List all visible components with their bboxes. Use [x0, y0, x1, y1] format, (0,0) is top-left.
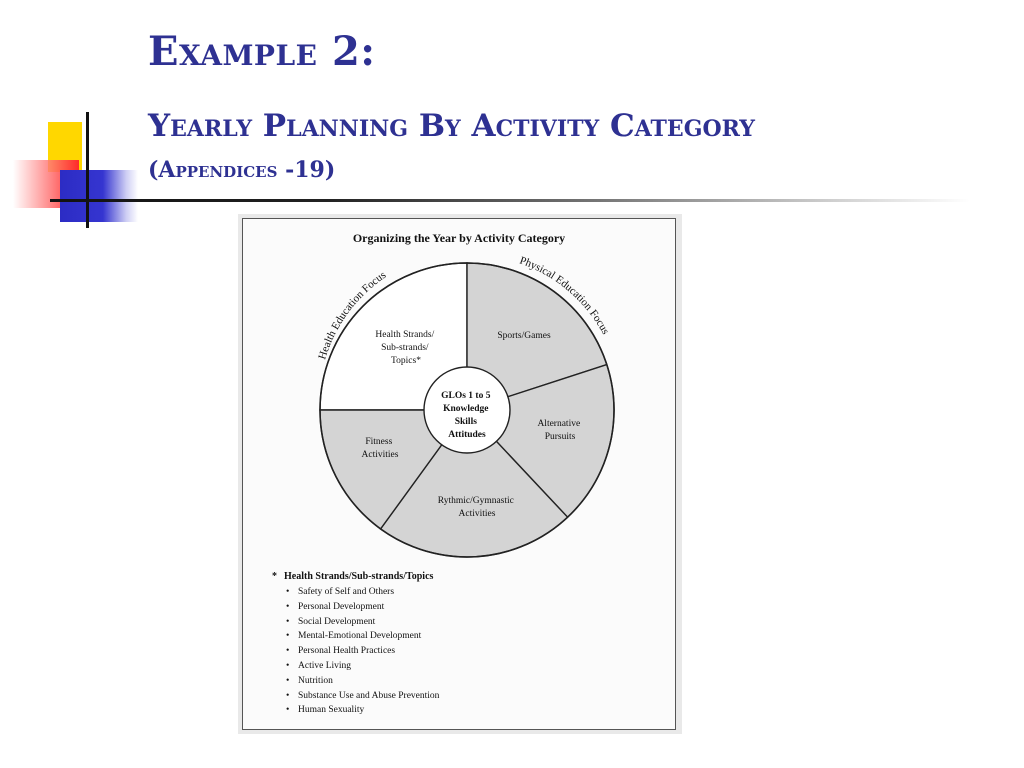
list-item: • Active Living	[286, 659, 439, 674]
segment-label-health: Health Strands/ Sub-strands/ Topics*	[375, 330, 435, 366]
segment-label-alternative: Alternative Pursuits	[537, 419, 581, 442]
center-label: GLOs 1 to 5 Knowledge Skills Attitudes	[441, 391, 491, 440]
legend-list	[272, 585, 439, 718]
legend-marker: *	[272, 571, 277, 582]
bullet-icon: •	[286, 631, 290, 642]
list-item: • Mental-Emotional Development	[286, 629, 439, 644]
slide-subtitle-note: (Appendices -19)	[148, 157, 336, 183]
bullet-icon: •	[286, 601, 290, 612]
list-item: • Nutrition	[286, 674, 439, 689]
figure-legend	[272, 571, 439, 718]
legend-heading-text: Health Strands/Sub-strands/Topics	[284, 571, 434, 582]
bullet-icon: •	[286, 690, 290, 701]
list-item: • Human Sexuality	[286, 703, 439, 718]
bullet-icon: •	[286, 660, 290, 671]
list-item: • Personal Development	[286, 600, 439, 615]
segment-label-fitness: Fitness Activities	[361, 437, 399, 460]
list-item: • Social Development	[286, 615, 439, 630]
slide-title: Example 2:	[148, 28, 376, 75]
legend-heading	[272, 571, 439, 582]
slide-subtitle: Yearly Planning By Activity Category	[148, 108, 755, 144]
segment-label-rhythmic: Rythmic/Gymnastic Activities	[437, 496, 514, 519]
arc-label-physical-focus: Physical Education Focus	[517, 254, 612, 337]
segment-label-sports: Sports/Games	[497, 331, 551, 341]
bullet-icon: •	[286, 646, 290, 657]
bullet-icon: •	[286, 675, 290, 686]
bullet-icon: •	[286, 587, 290, 597]
list-item: • Personal Health Practices	[286, 644, 439, 659]
list-item: • Substance Use and Abuse Prevention	[286, 689, 439, 704]
arc-label-health-focus: Health Education Focus	[316, 269, 389, 361]
figure-title: Organizing the Year by Activity Category	[352, 231, 566, 245]
bullet-icon: •	[286, 705, 290, 716]
list-item: • Safety of Self and Others	[286, 585, 439, 600]
bullet-icon: •	[286, 616, 290, 627]
